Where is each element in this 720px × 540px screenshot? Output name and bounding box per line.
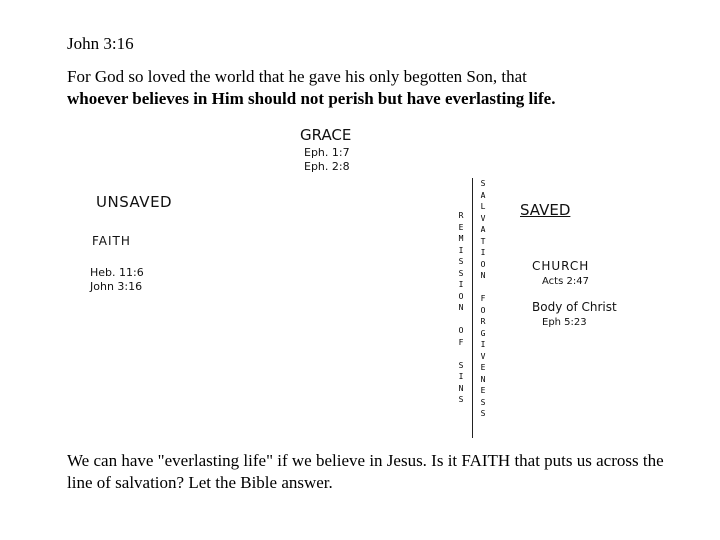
remission-letter: I [458,372,464,381]
saved-title: SAVED [520,201,571,219]
grace-ref-2: Eph. 2:8 [304,160,350,173]
salvation-letter: S [480,409,486,418]
salvation-letter: G [480,328,486,338]
remission-letter: S [458,395,464,404]
remission-of-sins-column [456,210,466,406]
salvation-letter [478,282,488,294]
remission-letter: O [458,291,464,301]
remission-letter: M [458,234,464,243]
verse-line-plain: For God so loved the world that he gave his only begotten Son, that [67,67,527,86]
unsaved-title: UNSAVED [96,193,173,211]
remission-letter: I [458,280,464,289]
salvation-forgiveness-column [478,178,488,420]
church-label: CHURCH [532,259,590,273]
salvation-letter: R [480,317,486,326]
remission-letter: I [458,245,464,255]
salvation-letter: T [480,236,486,246]
church-reference: Acts 2:47 [542,276,589,287]
salvation-letter: O [480,305,486,315]
remission-letter: N [458,383,464,393]
remission-letter [456,314,466,326]
salvation-line [472,178,473,438]
remission-letter: S [458,257,464,266]
remission-letter: E [458,222,464,232]
salvation-letter: V [480,351,486,361]
remission-letter: R [458,211,464,220]
salvation-letter: N [480,271,486,280]
salvation-letter: I [480,248,486,257]
remission-letter: O [458,326,464,335]
salvation-letter: S [480,397,486,407]
verse-text [67,66,667,110]
salvation-letter: N [480,374,486,384]
grace-ref-1: Eph. 1:7 [304,146,350,159]
salvation-letter: I [480,340,486,349]
closing-text: We can have "everlasting life" if we believe in Jesus. Is it FAITH that puts us across the line of salvation? Let the Bible answer. [67,451,664,492]
salvation-letter: A [480,225,486,234]
remission-letter: S [458,268,464,278]
remission-letter [456,348,466,360]
faith-ref-1: Heb. 11:6 [90,266,144,279]
body-of-christ-reference: Eph 5:23 [542,317,587,328]
salvation-letter: V [480,213,486,223]
salvation-letter: A [480,190,486,200]
salvation-letter: F [480,294,486,303]
salvation-letter: L [480,202,486,211]
body-of-christ-label: Body of Christ [532,300,617,314]
grace-references [304,146,350,174]
verse-reference: John 3:16 [67,34,134,53]
salvation-letter: O [480,259,486,269]
verse-line-bold: whoever believes in Him should not perish but have everlasting life. [67,89,556,108]
remission-letter: F [458,337,464,347]
grace-title: GRACE [300,126,352,144]
salvation-letter: E [480,363,486,372]
faith-label: FAITH [92,234,131,248]
salvation-letter: S [480,179,486,188]
faith-ref-2: John 3:16 [90,280,143,293]
salvation-letter: E [480,386,486,395]
remission-letter: N [458,303,464,312]
faith-references [90,266,144,294]
remission-letter: S [458,360,464,370]
